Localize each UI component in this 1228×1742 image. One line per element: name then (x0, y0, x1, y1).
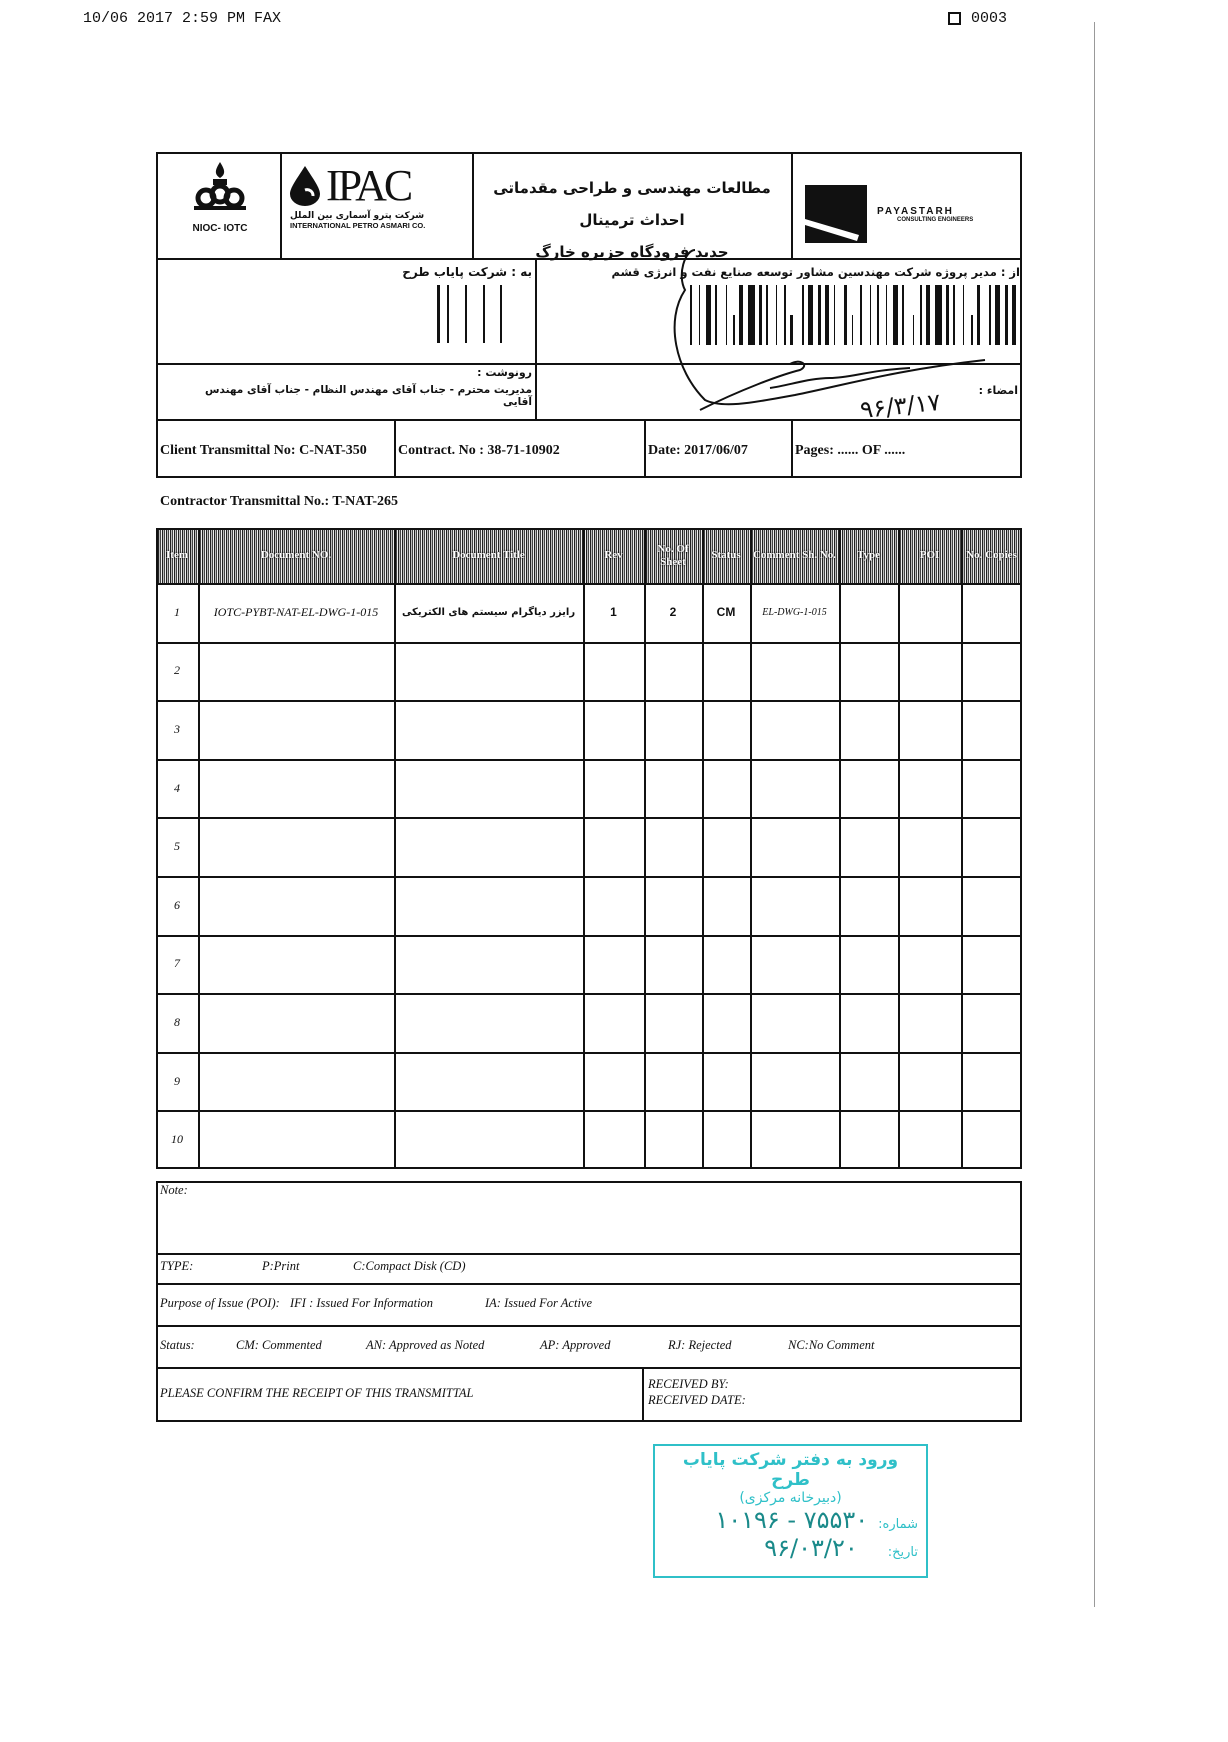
nioc-label: NIOC- IOTC (192, 223, 248, 234)
poi-ia: IA: Issued For Active (485, 1296, 593, 1310)
nioc-logo (185, 160, 255, 234)
note-label: Note: (160, 1183, 188, 1197)
receipt-stamp (653, 1444, 928, 1578)
cc-field: مدیریت محترم - جناب آقای مهندس النظام - جناب آقای مهندس آقایی (205, 384, 532, 408)
cell-type (839, 583, 898, 642)
cc-label: رونوشت : (477, 366, 532, 379)
barcode-bar (1012, 285, 1016, 345)
ipac-fa-name: شرکت پترو آسماری بین الملل (290, 211, 425, 221)
ipac-drop-icon (290, 166, 320, 206)
nioc-emblem-icon (190, 160, 250, 218)
payastarh-emblem-icon (805, 185, 867, 243)
row-divider (156, 1110, 1022, 1112)
table-row-number: 10 (171, 1132, 183, 1147)
fax-page-number: 0003 (971, 10, 1008, 27)
table-row-number: 2 (174, 663, 180, 678)
received-by: RECEIVED BY: (648, 1377, 729, 1391)
stamp-subtitle: (دبیرخانه مرکزی) (739, 1490, 842, 1506)
header-document-title: Document Title (452, 549, 525, 562)
header-poi: POI (919, 549, 940, 562)
to-field: به : شرکت پایاب طرح (402, 265, 532, 279)
row-divider (156, 817, 1022, 819)
signature-date: ۹۶/۳/۱۷ (858, 387, 942, 425)
status-nc: NC:No Comment (788, 1338, 875, 1352)
scan-edge-line (1094, 22, 1095, 1607)
to-barcode (435, 285, 505, 350)
table-row-number: 4 (174, 780, 180, 795)
type-label: TYPE: (160, 1259, 194, 1273)
cell-no-of-sheet: 2 (669, 605, 677, 620)
table-row-number: 8 (174, 1014, 180, 1029)
confirm-receipt: PLEASE CONFIRM THE RECEIPT OF THIS TRANSMITTAL (160, 1386, 474, 1400)
barcode-bar (1005, 285, 1008, 345)
header-type: Type (856, 549, 881, 562)
received-date: RECEIVED DATE: (648, 1393, 746, 1407)
barcode-bar (995, 285, 1000, 345)
row-divider (156, 700, 1022, 702)
payastarh-name: PAYASTARH (877, 205, 954, 217)
poi-ifi: IFI : Issued For Information (290, 1296, 434, 1310)
ipac-en-name: INTERNATIONAL PETRO ASMARI CO. (290, 221, 426, 230)
payastarh-sub: CONSULTING ENGINEERS (897, 216, 974, 223)
cell-comment-sheet-no: EL-DWG-1-015 (762, 606, 827, 618)
cell-document-title: رایزر دیاگرام سیستم های الکتریکی (401, 606, 576, 618)
barcode-icon (435, 285, 505, 345)
poi-label: Purpose of Issue (POI): (160, 1296, 280, 1310)
type-cd: C:Compact Disk (CD) (353, 1259, 466, 1273)
cell-no-copies (961, 583, 1022, 642)
client-transmittal: Client Transmittal No: C-NAT-350 (160, 443, 367, 458)
table-row-number: 6 (174, 897, 180, 912)
pages: Pages: ...... OF ...... (795, 443, 906, 458)
date: Date: 2017/06/07 (648, 443, 748, 458)
fax-check-icon (948, 12, 961, 25)
stamp-number: ۱۰۱۹۶ - ۷۵۵۳۰ (715, 1506, 869, 1534)
status-cm: CM: Commented (236, 1338, 322, 1352)
cell-document-no: IOTC-PYBT-NAT-EL-DWG-1-015 (213, 604, 379, 619)
contract-number: Contract. No : 38-71-10902 (398, 443, 560, 458)
table-row-number: 3 (174, 721, 180, 736)
status-rj: RJ: Rejected (668, 1338, 732, 1352)
row-divider (156, 642, 1022, 644)
status-label: Status: (160, 1338, 195, 1352)
stamp-date-label: تاریخ: (887, 1545, 918, 1560)
contractor-transmittal: Contractor Transmittal No.: T-NAT-265 (160, 494, 398, 509)
table-row-number: 5 (174, 839, 180, 854)
ipac-mark: IPAC (326, 161, 411, 210)
cell-status: CM (716, 605, 736, 620)
header-no-of-sheet: No. Of Sheet (657, 543, 689, 568)
header-document-no: Document NO. (260, 549, 332, 562)
row-divider (156, 993, 1022, 995)
stamp-number-label: شماره: (878, 1517, 918, 1532)
from-field: از : مدیر پروژه شرکت مهندسین مشاور توسعه صنایع نفت و انرژی قشم (611, 265, 1020, 279)
header-item: Item (166, 549, 188, 562)
status-ap: AP: Approved (540, 1338, 611, 1352)
header-no-copies: No. Copies (966, 549, 1017, 562)
project-title-line1: مطالعات مهندسی و طراحی مقدماتی احداث ترمینال (493, 179, 771, 229)
cell-poi (898, 583, 961, 642)
row-divider (156, 1052, 1022, 1054)
table-row-number: 7 (174, 956, 180, 971)
row-divider (156, 759, 1022, 761)
row-divider (156, 876, 1022, 878)
fax-header: 10/06 2017 2:59 PM FAX (83, 10, 282, 27)
stamp-title: ورود به دفتر شرکت پایاب طرح (682, 1450, 899, 1490)
ipac-logo (290, 160, 465, 230)
fax-page (948, 10, 1007, 27)
table-row-number: 9 (174, 1073, 180, 1088)
status-an: AN: Approved as Noted (366, 1338, 485, 1352)
project-title-line2: جدید فرودگاه جزیره خارگ (535, 243, 729, 261)
row-divider (156, 935, 1022, 937)
signature-label: امضاء : (978, 384, 1018, 397)
header-rev: Rev (604, 549, 623, 562)
header-comment-sheet-no: Comment Sh. No. (752, 549, 837, 562)
header-status: Status (711, 549, 741, 562)
table-row-number: 1 (174, 604, 180, 619)
stamp-date: ۹۶/۰۳/۲۰ (764, 1534, 858, 1562)
payastarh-logo (805, 185, 973, 243)
cell-rev: 1 (610, 605, 617, 620)
type-print: P:Print (262, 1259, 300, 1273)
